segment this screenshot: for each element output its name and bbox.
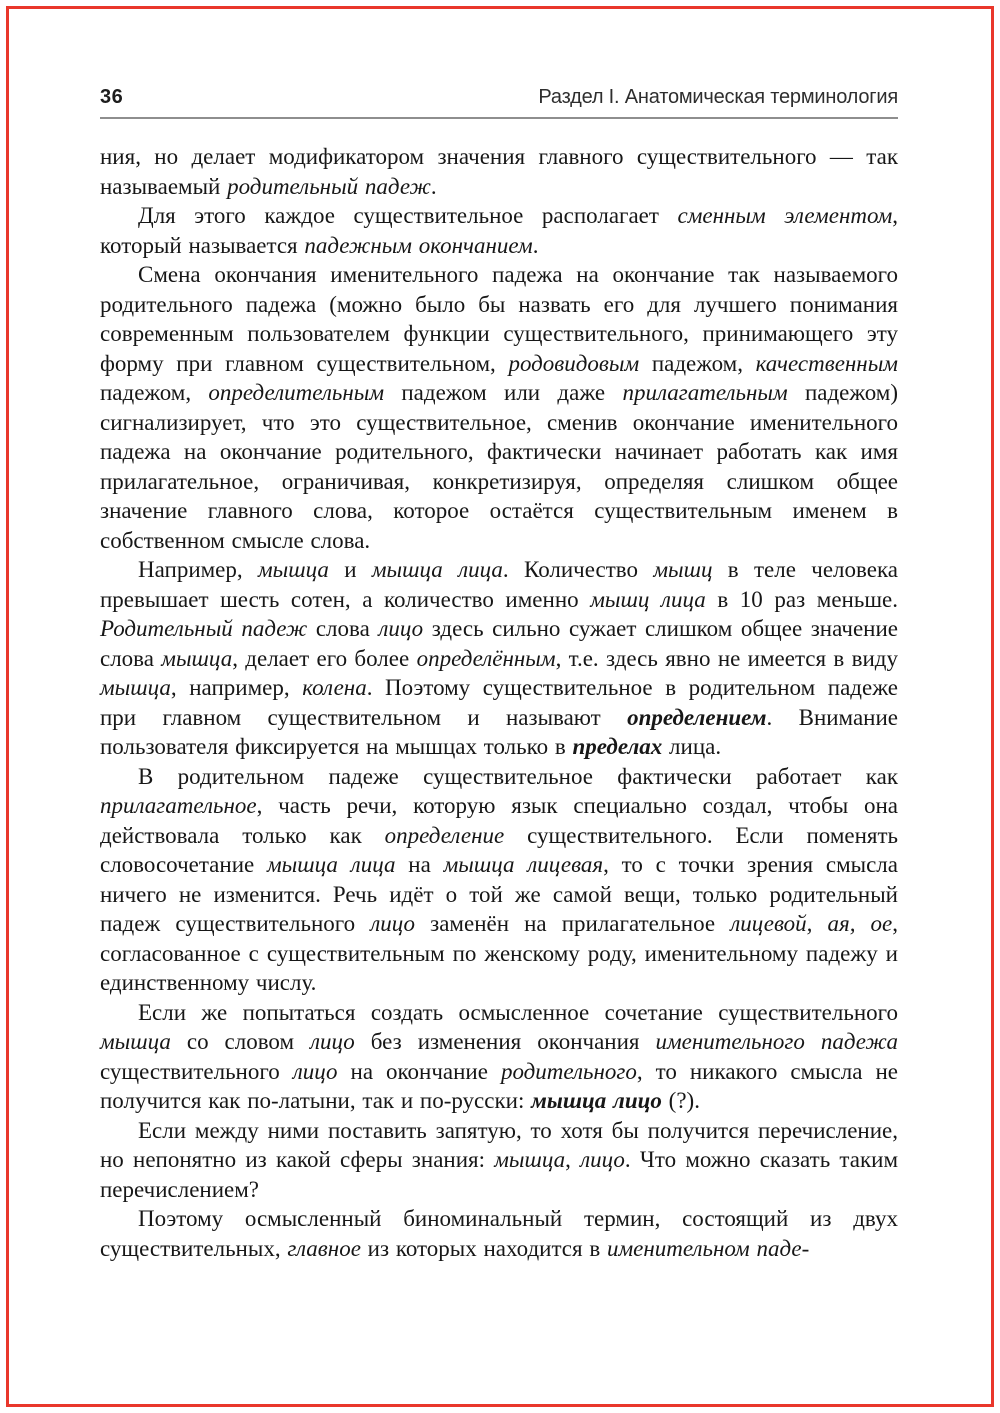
text-run: мышца <box>100 675 171 700</box>
text-run: существительного. Если поменять словосочетание <box>100 822 899 877</box>
text-run: пределах <box>572 734 663 759</box>
text-run: из которых находится в <box>360 1235 607 1261</box>
text-run: мышца лицо <box>531 1088 662 1113</box>
text-run: определённым <box>416 645 556 671</box>
text-run: и <box>328 557 372 582</box>
text-run: , т.е. здесь явно не имеется в виду <box>555 645 898 671</box>
text-run: Поэтому осмысленный биноминальный термин, состоящий из двух существительных, <box>100 1206 898 1261</box>
text-run: в теле человека превышает шесть сотен, а количество именно <box>100 557 898 612</box>
text-run: , согласованное с существительным по женскому роду, именительному падежу и единственному числу. <box>100 911 899 995</box>
page-number: 36 <box>100 86 124 108</box>
paragraph <box>100 142 898 201</box>
paragraph <box>100 762 898 998</box>
text-run: родовидовым <box>508 350 640 376</box>
text-run: мышц <box>653 557 713 582</box>
text-run: здесь сильно сужает слишком общее значение слова <box>100 616 899 671</box>
paragraph <box>100 998 898 1116</box>
text-run: родительный падеж <box>227 173 431 199</box>
text-run: Родительный падеж <box>100 616 308 641</box>
text-run: , то никакого смысла не получится как по-латыни, так и по-русски: <box>100 1058 898 1113</box>
paragraph <box>100 555 898 762</box>
text-run: мышца лица <box>267 852 396 877</box>
paragraph <box>100 201 898 260</box>
text-run: на <box>395 852 444 877</box>
text-run: мышца <box>257 557 329 582</box>
text-run: , делает его более <box>232 645 417 671</box>
text-run: В родительном падеже существительное фактически работает как <box>138 763 898 789</box>
text-run: . Внимание пользователя фиксируется на мышцах только в <box>100 704 898 759</box>
text-run: мышца <box>161 645 233 671</box>
text-run: , то с точки зрения смысла ничего не изменится. Речь идёт о той же самой вещи, только родительный падеж существительного <box>100 852 898 936</box>
text-run: заменён на прилагательное <box>415 911 731 936</box>
text-run: , например, <box>170 675 303 700</box>
text-run: на окончание <box>337 1058 501 1084</box>
text-run: колена <box>302 675 367 700</box>
paragraph <box>100 260 898 555</box>
text-run: Смена окончания именительного падежа на окончание так называемого родительного падежа (можно было бы назвать его для лучшего понимания современным пользователем функции существительного, принимающего эту форму при главном существительном, <box>100 262 898 376</box>
text-run: качественным <box>755 350 898 376</box>
text-run: падежом или даже <box>384 380 623 405</box>
section-header-title: Раздел I. Анатомическая терминология <box>538 86 898 108</box>
text-run: определением <box>627 704 767 730</box>
text-run: лицо <box>310 1029 355 1054</box>
text-run: лицевой, ая, ое <box>730 911 893 936</box>
text-run: лицо <box>378 616 424 641</box>
text-run: . Количество <box>502 557 654 582</box>
text-run: . Поэтому существительное в родительном падеже при главном существительном и называют <box>100 675 898 730</box>
text-run: прилагательное <box>100 793 257 818</box>
text-run: мышца <box>494 1147 566 1172</box>
text-run: . <box>430 173 437 199</box>
text-run: . Что можно сказать таким перечислением? <box>100 1147 899 1202</box>
text-run: (?). <box>661 1088 700 1113</box>
text-run: прилагательным <box>622 380 788 405</box>
text-run: именительном паде- <box>606 1235 810 1261</box>
text-run: существительного <box>100 1058 293 1084</box>
text-run: мышца лица <box>371 557 503 582</box>
text-run: слова <box>307 616 379 641</box>
text-run: Например, <box>138 557 258 582</box>
text-run: главное <box>287 1235 361 1261</box>
text-run: падежом, <box>100 380 209 405</box>
page-content <box>100 86 898 1263</box>
text-run: мышца лицевая <box>443 852 604 877</box>
text-run: , <box>565 1147 581 1172</box>
text-run: . <box>532 232 539 258</box>
text-run: , часть речи, которую язык специально создал, чтобы она действовала только как <box>100 793 898 848</box>
paragraph <box>100 1204 898 1263</box>
text-run: лица. <box>662 734 722 759</box>
text-run: именительного падежа <box>655 1029 898 1054</box>
text-run: , который называется <box>100 203 899 258</box>
text-run: Если же попытаться создать осмысленное сочетание существительного <box>138 999 898 1025</box>
text-run: в 10 раз меньше. <box>705 586 898 612</box>
text-run: падежом, <box>639 350 756 376</box>
text-run: Если между ними поставить запятую, то хотя бы получится перечисление, но непонятно из какой сферы знания: <box>100 1117 898 1172</box>
text-run: лицо <box>580 1147 625 1172</box>
text-run: лицо <box>370 911 416 936</box>
text-run: ния, но делает модификатором значения главного существительного — так называемый <box>100 144 898 199</box>
text-run: определение <box>384 822 505 848</box>
text-run: сменным элементом <box>677 203 893 228</box>
running-head <box>100 86 898 119</box>
text-run: без изменения окончания <box>354 1029 656 1054</box>
text-run: родительного <box>500 1058 637 1084</box>
text-run: лицо <box>292 1058 338 1084</box>
text-run: определительным <box>208 380 385 405</box>
text-run: падежом) сигнализирует, что это существительное, сменив окончание именительного падежа на окончание родительного, фактически начинает работать как имя прилагательное, ограничивая, конкретизируя, определяя слишком общее значение главного слова, которое остаётся существительным именем в собственном смысле слова. <box>100 380 898 553</box>
text-run: падежным окончанием <box>304 232 533 258</box>
paragraph <box>100 1116 898 1205</box>
text-run: мышца <box>100 1029 171 1054</box>
body-text <box>100 142 898 1263</box>
text-run: Для этого каждое существительное располагает <box>138 203 678 228</box>
text-run: мышц лица <box>590 586 706 612</box>
text-run: со словом <box>170 1029 310 1054</box>
